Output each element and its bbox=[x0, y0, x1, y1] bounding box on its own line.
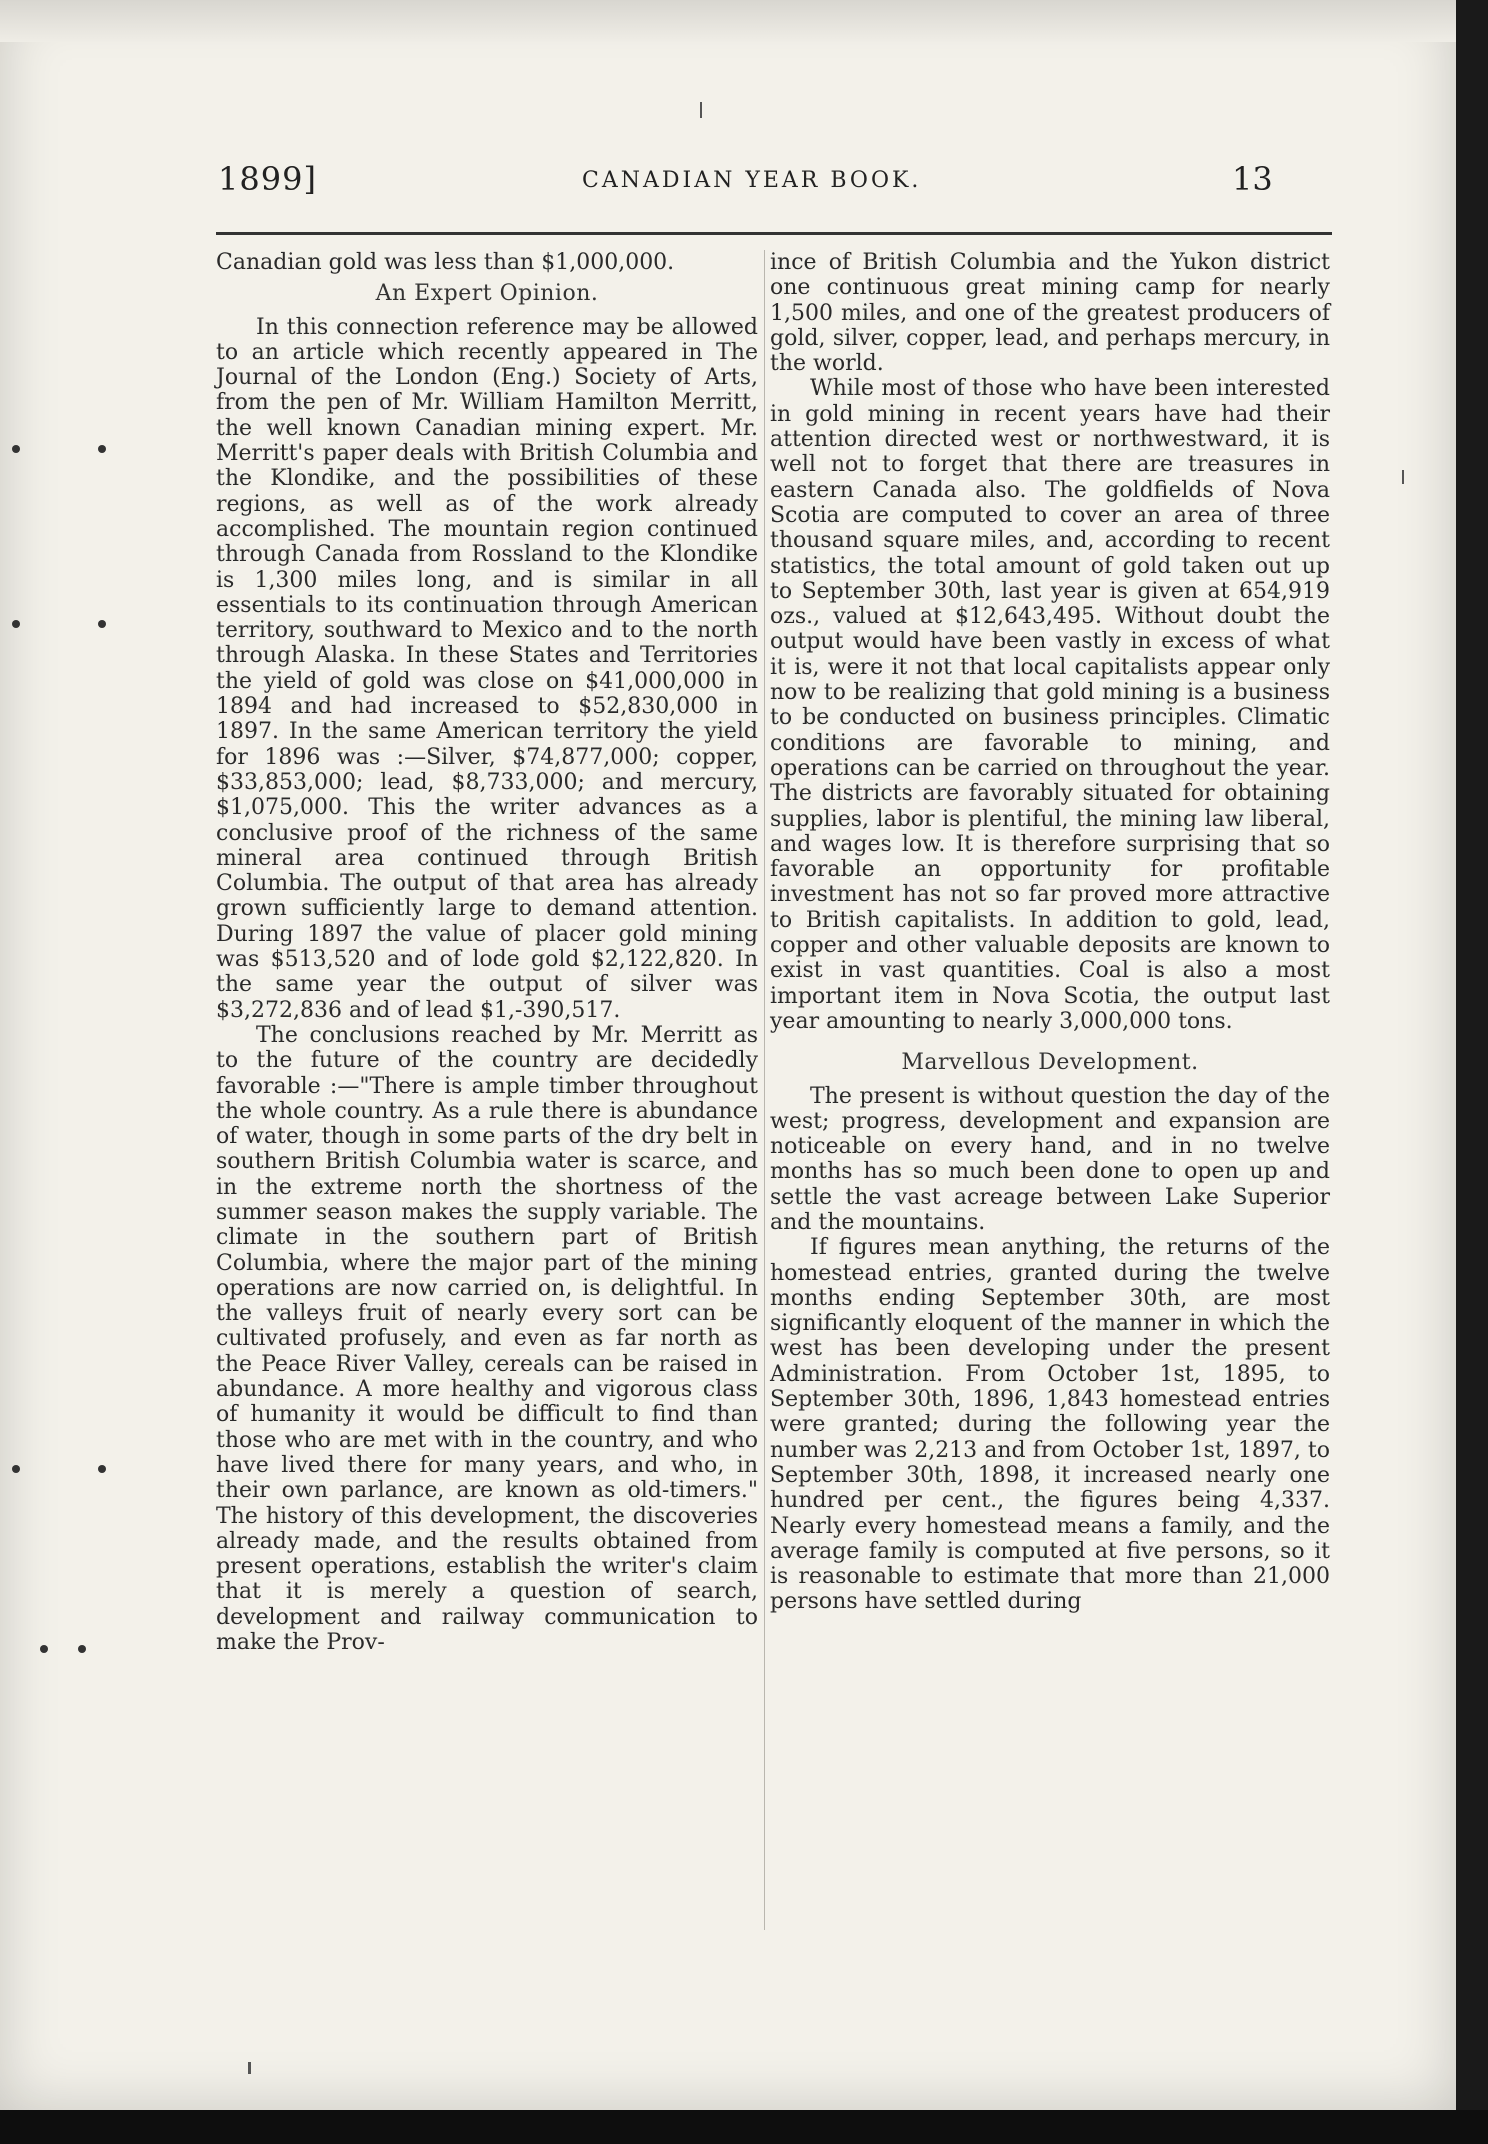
page-header bbox=[0, 160, 1456, 210]
scan-right-edge bbox=[1456, 0, 1488, 2144]
binding-hole-mark bbox=[12, 445, 20, 453]
binding-hole-mark bbox=[12, 1465, 20, 1473]
left-column bbox=[216, 250, 758, 1655]
right-paragraph-3: The present is without question the day of the west; progress, development and expansion are noticeable on every hand, and in no twelve months has so much been done to open up and settle the vast acreage between Lake Superior and the mountains. bbox=[770, 1083, 1330, 1235]
left-paragraph-0: Canadian gold was less than $1,000,000. bbox=[216, 250, 675, 275]
subheading-expert-opinion: An Expert Opinion. bbox=[375, 281, 599, 307]
right-paragraph-1: ince of British Columbia and the Yukon district one continuous great mining camp for nearly 1,500 miles, and one of the greatest producers of gold, silver, copper, lead, and perhaps mercury, in the world. bbox=[770, 250, 1330, 377]
binding-hole-mark bbox=[98, 620, 106, 628]
left-paragraph-2: The conclusions reached by Mr. Merritt as to the future of the country are decidedly favorable :—"There is ample timber throughout the whole country. As a rule there is abundance of water, though in some parts of the dry belt in southern British Columbia water is scarce, and in the extreme north the shortness of the summer season makes the supply variable. The climate in the southern part of British Columbia, where the major part of the mining operations are now carried on, is delightful. In the valleys fruit of nearly every sort can be cultivated profusely, and even as far north as the Peace River Valley, cereals can be raised in abundance. A more healthy and vigorous class of humanity it would be difficult to find than those who are met with in the country, and who have lived there for many years, and who, in their own parlance, are known as old-timers." The history of this development, the discoveries already made, and the results obtained from present operations, establish the writer's claim that it is merely a question of search, development and railway communication to make the Prov- bbox=[216, 1022, 758, 1656]
scan-bottom-edge bbox=[0, 2110, 1488, 2144]
scan-speck bbox=[1402, 470, 1404, 484]
subheading-marvellous-development: Marvellous Development. bbox=[901, 1050, 1199, 1076]
binding-hole-mark bbox=[98, 445, 106, 453]
right-paragraph-4: If figures mean anything, the returns of the homestead entries, granted during the twelve months ending September 30th, are most significantly eloquent of the manner in which the west has been developing under the present Administration. From October 1st, 1895, to September 30th, 1896, 1,843 homestead entries were granted; during the following year the number was 2,213 and from October 1st, 1897, to September 30th, 1898, it increased nearly one hundred per cent., the figures being 4,337. Nearly every homestead means a family, and the average family is computed at five persons, so it is reasonable to estimate that more than 21,000 persons have settled during bbox=[770, 1235, 1330, 1615]
header-rule bbox=[216, 232, 1332, 235]
left-paragraph-1: In this connection reference may be allowed to an article which recently appeared in The Journal of the London (Eng.) Society of Arts, from the pen of Mr. William Hamilton Merritt, the well known Canadian mining expert. Mr. Merritt's paper deals with British Columbia and the Klondike, and the possibilities of these regions, as well as of the work already accomplished. The mountain region continued through Canada from Rossland to the Klondike is 1,300 miles long, and is similar in all essentials to its continuation through American territory, southward to Mexico and to the north through Alaska. In these States and Territories the yield of gold was close on $41,000,000 in 1894 and had increased to $52,830,000 in 1897. In the same American territory the yield for 1896 was :—Silver, $74,877,000; copper, $33,853,000; lead, $8,733,000; and mercury, $1,075,000. This the writer advances as a conclusive proof of the richness of the same mineral area continued through British Columbia. The output of that area has already grown sufficiently large to demand attention. During 1897 the value of placer gold mining was $513,520 and of lode gold $2,122,820. In the same year the output of silver was $3,272,836 and of lead $1,-390,517. bbox=[216, 314, 758, 1023]
header-year: 1899] bbox=[218, 160, 317, 198]
header-title: CANADIAN YEAR BOOK. bbox=[582, 168, 922, 193]
scan-top-edge bbox=[0, 0, 1456, 42]
binding-hole-mark bbox=[12, 620, 20, 628]
binding-hole-mark bbox=[78, 1645, 86, 1653]
binding-hole-mark bbox=[98, 1465, 106, 1473]
page-number: 13 bbox=[1232, 160, 1273, 198]
right-column bbox=[770, 250, 1330, 1615]
scan-speck bbox=[700, 102, 702, 118]
right-paragraph-2: While most of those who have been interested in gold mining in recent years have had their attention directed west or northwestward, it is well not to forget that there are treasures in eastern Canada also. The goldfields of Nova Scotia are computed to cover an area of three thousand square miles, and, according to recent statistics, the total amount of gold taken out up to September 30th, last year is given at 654,919 ozs., valued at $12,643,495. Without doubt the output would have been vastly in excess of what it is, were it not that local capitalists appear only now to be realizing that gold mining is a business to be conducted on business principles. Climatic conditions are favorable to mining, and operations can be carried on throughout the year. The districts are favorably situated for obtaining supplies, labor is plentiful, the mining law liberal, and wages low. It is therefore surprising that so favorable an opportunity for profitable investment has not so far proved more attractive to British capitalists. In addition to gold, lead, copper and other valuable deposits are known to exist in vast quantities. Coal is also a most important item in Nova Scotia, the output last year amounting to nearly 3,000,000 tons. bbox=[770, 376, 1330, 1034]
binding-hole-mark bbox=[40, 1645, 48, 1653]
column-divider bbox=[764, 250, 765, 1930]
scan-speck bbox=[248, 2062, 251, 2074]
